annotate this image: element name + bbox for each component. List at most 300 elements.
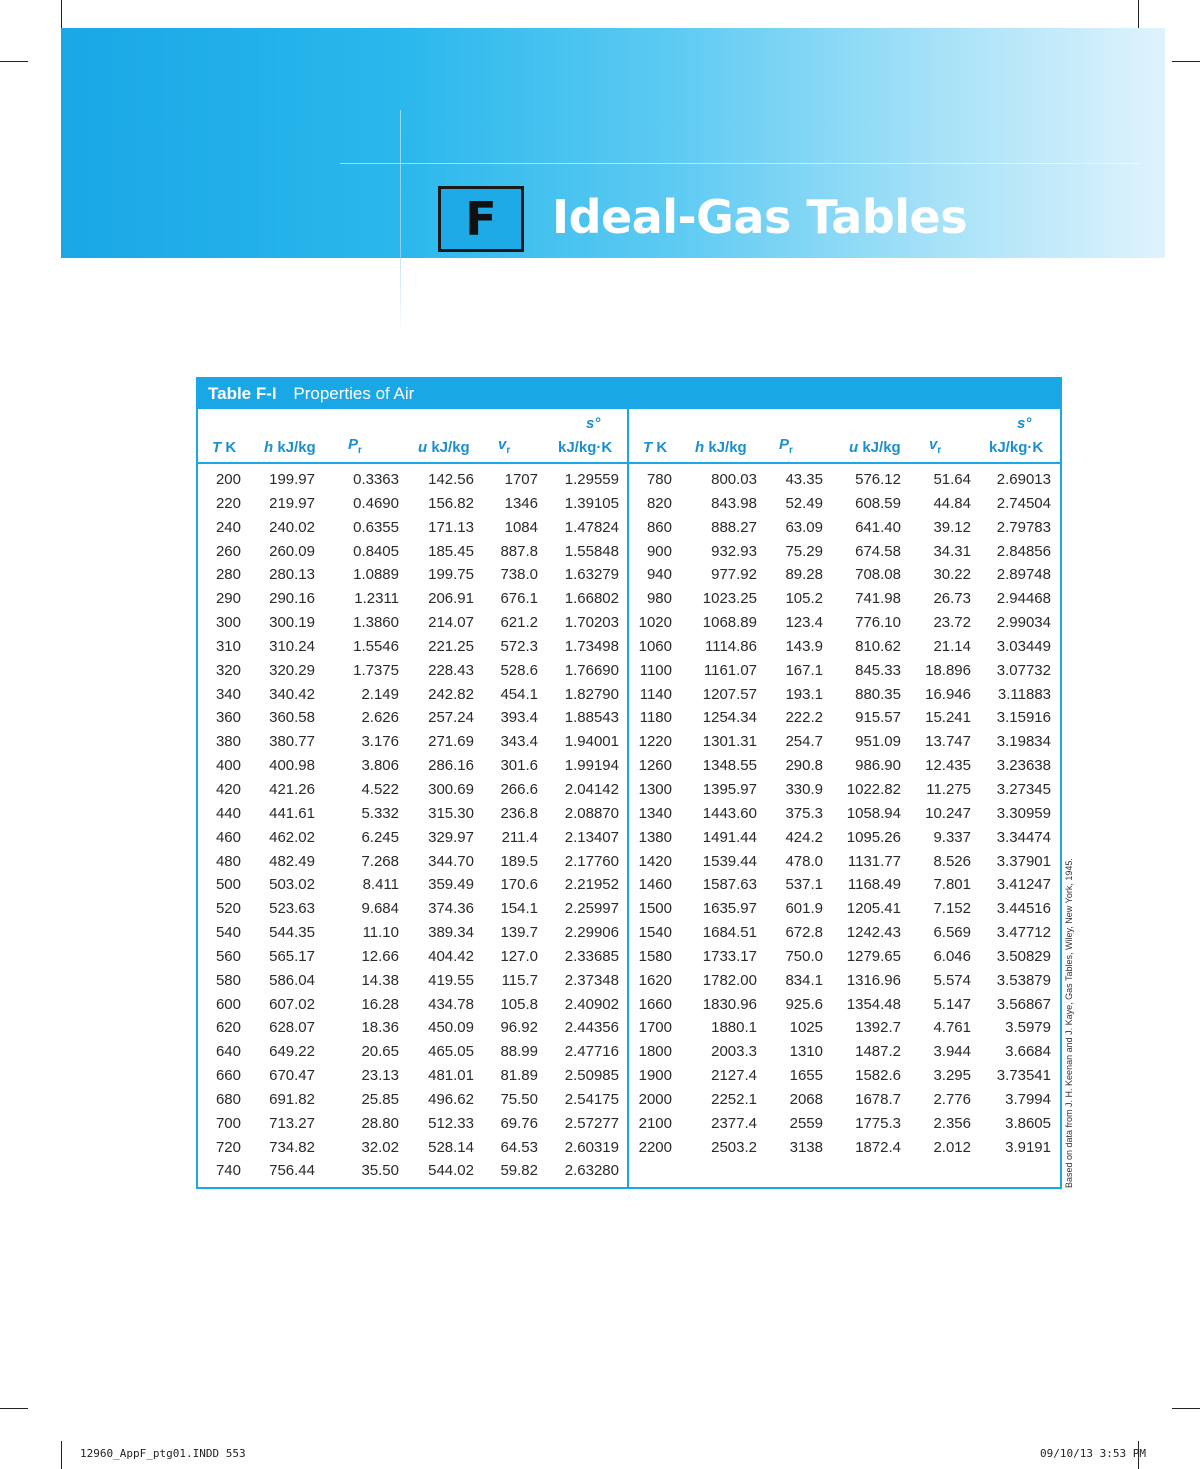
cell-entropy: 2.57277 [564,1114,619,1132]
cell-temperature: 360 [215,709,241,727]
cell-relative-volume: 39.12 [933,518,971,536]
cell-enthalpy: 240.02 [269,518,315,536]
table-row [198,971,1060,995]
header-temperature: T K [212,439,237,456]
cell-relative-pressure: 8.411 [362,876,399,894]
table-row [198,780,1060,804]
cell-internal-energy: 1242.43 [846,924,901,942]
cell-enthalpy: 482.49 [269,852,315,870]
table-row [198,947,1060,971]
cell-entropy: 1.39105 [564,494,619,512]
cell-internal-energy: 880.35 [855,685,901,703]
cell-internal-energy: 257.24 [428,709,474,727]
cell-internal-energy: 389.34 [428,924,474,942]
table-row [198,804,1060,828]
cell-entropy: 3.37901 [996,852,1051,870]
cell-enthalpy: 1830.96 [702,995,757,1013]
cell-relative-volume: 266.6 [500,780,538,798]
cell-temperature: 1220 [638,733,672,751]
table-number: Table F-I [208,384,277,403]
cell-relative-volume: 11.275 [926,780,971,798]
cell-relative-pressure: 330.9 [785,780,823,798]
cell-internal-energy: 185.45 [428,542,474,560]
cell-temperature: 1180 [639,709,672,727]
cell-relative-volume: 189.5 [500,852,538,870]
cell-relative-pressure: 9.684 [361,900,399,918]
cell-enthalpy: 290.16 [269,590,315,608]
cell-enthalpy: 280.13 [269,566,315,584]
cell-entropy: 2.04142 [564,780,619,798]
cell-relative-pressure: 4.522 [361,780,399,798]
appendix-letter-box [438,186,524,252]
cell-temperature: 1500 [638,900,672,918]
cell-temperature: 2200 [638,1138,672,1156]
cell-relative-volume: 34.31 [933,542,971,560]
cell-internal-energy: 1354.48 [846,995,901,1013]
cell-entropy: 1.73498 [564,637,619,655]
cell-relative-pressure: 35.50 [361,1162,399,1180]
cell-internal-energy: 1058.94 [846,804,901,822]
cell-enthalpy: 1161.07 [703,661,757,679]
cell-relative-volume: 15.241 [925,709,971,727]
cell-entropy: 2.79783 [996,518,1051,536]
cell-internal-energy: 171.13 [428,518,474,536]
cell-internal-energy: 221.25 [428,637,474,655]
cell-entropy: 2.99034 [996,614,1051,632]
cell-entropy: 3.73541 [996,1067,1051,1085]
cell-internal-energy: 951.09 [855,733,901,751]
header-entropy-symbol: s° [586,415,601,432]
cell-entropy: 1.55848 [564,542,619,560]
cell-temperature: 1660 [638,995,672,1013]
cell-temperature: 1300 [638,780,672,798]
cell-relative-pressure: 16.28 [361,995,399,1013]
cell-internal-energy: 544.02 [428,1162,474,1180]
header-entropy: kJ/kg·K [989,439,1044,456]
cell-internal-energy: 434.78 [428,995,474,1013]
cell-entropy: 2.63280 [564,1162,619,1180]
cell-entropy: 2.74504 [996,494,1051,512]
cell-relative-pressure: 143.9 [785,637,823,655]
cell-relative-pressure: 89.28 [785,566,823,584]
cell-relative-volume: 1084 [504,518,538,536]
cell-relative-volume: 170.6 [500,876,538,894]
cell-entropy: 3.44516 [996,900,1051,918]
cell-enthalpy: 565.17 [269,947,315,965]
cell-temperature: 1540 [638,924,672,942]
cell-relative-pressure: 105.2 [785,590,823,608]
caption-rule [198,407,1060,409]
table-row [198,756,1060,780]
cell-temperature: 860 [646,518,672,536]
crop-mark [61,1441,62,1469]
cell-internal-energy: 359.49 [428,876,474,894]
cell-internal-energy: 465.05 [428,1043,474,1061]
cell-temperature: 580 [215,971,241,989]
cell-relative-volume: 6.569 [933,924,971,942]
cell-entropy: 1.94001 [564,733,619,751]
crop-mark [0,1408,28,1409]
cell-relative-pressure: 1.0889 [353,566,399,584]
cell-entropy: 3.15916 [996,709,1051,727]
header-entropy-symbol: s° [1017,415,1032,432]
cell-internal-energy: 986.90 [855,757,901,775]
cell-temperature: 500 [215,876,241,894]
header-relative-pressure: $P_r$ [779,436,793,456]
cell-relative-volume: 127.0 [500,947,538,965]
cell-temperature: 320 [215,661,241,679]
cell-entropy: 2.17760 [564,852,619,870]
cell-relative-pressure: 3.176 [361,733,399,751]
cell-relative-volume: 23.72 [933,614,971,632]
cell-relative-volume: 343.4 [500,733,538,751]
cell-internal-energy: 1678.7 [855,1090,901,1108]
cell-relative-volume: 2.776 [933,1090,971,1108]
banner-rule-vertical [400,110,401,335]
cell-temperature: 820 [646,494,672,512]
cell-temperature: 300 [215,614,241,632]
cell-enthalpy: 1684.51 [702,924,757,942]
cell-relative-pressure: 2068 [789,1090,823,1108]
cell-enthalpy: 360.58 [269,709,315,727]
footer-file-info: 12960_AppF_ptg01.INDD 553 [80,1447,246,1460]
cell-enthalpy: 2377.4 [711,1114,757,1132]
cell-internal-energy: 1392.7 [855,1019,901,1037]
cell-entropy: 2.94468 [996,590,1051,608]
cell-temperature: 640 [215,1043,241,1061]
cell-temperature: 460 [215,828,241,846]
cell-relative-pressure: 23.13 [361,1067,399,1085]
cell-temperature: 1340 [638,804,672,822]
cell-temperature: 1420 [638,852,672,870]
cell-internal-energy: 1131.77 [847,852,901,870]
cell-entropy: 2.44356 [564,1019,619,1037]
cell-temperature: 1380 [638,828,672,846]
cell-entropy: 3.34474 [996,828,1051,846]
cell-enthalpy: 523.63 [269,900,315,918]
cell-internal-energy: 481.01 [428,1067,474,1085]
cell-temperature: 1140 [639,685,672,703]
cell-enthalpy: 260.09 [269,542,315,560]
cell-internal-energy: 576.12 [855,471,901,488]
cell-enthalpy: 1254.34 [702,709,757,727]
cell-internal-energy: 1205.41 [846,900,901,918]
cell-internal-energy: 528.14 [428,1138,474,1156]
cell-relative-pressure: 478.0 [785,852,823,870]
cell-relative-pressure: 834.1 [785,971,823,989]
cell-temperature: 1700 [638,1019,672,1037]
cell-relative-pressure: 20.65 [361,1043,399,1061]
cell-relative-pressure: 750.0 [785,947,823,965]
cell-enthalpy: 607.02 [269,995,315,1013]
cell-relative-pressure: 75.29 [785,542,823,560]
cell-relative-pressure: 672.8 [785,924,823,942]
cell-internal-energy: 344.70 [428,852,474,870]
cell-temperature: 200 [215,471,241,488]
table-row [198,1138,1060,1162]
cell-relative-volume: 1707 [504,471,538,488]
cell-relative-volume: 51.64 [933,471,971,488]
cell-internal-energy: 315.30 [428,804,474,822]
cell-relative-pressure: 18.36 [361,1019,399,1037]
cell-enthalpy: 888.27 [711,518,757,536]
cell-relative-volume: 2.012 [933,1138,971,1156]
cell-internal-energy: 1775.3 [855,1114,901,1132]
footer-timestamp: 09/10/13 3:53 PM [1040,1447,1146,1460]
cell-relative-pressure: 3.806 [361,757,399,775]
cell-enthalpy: 1880.1 [711,1019,757,1037]
cell-internal-energy: 206.91 [428,590,474,608]
cell-relative-pressure: 123.4 [785,614,823,632]
cell-enthalpy: 544.35 [269,924,315,942]
cell-relative-volume: 621.2 [500,614,538,632]
cell-relative-pressure: 1.5546 [353,637,399,655]
cell-relative-pressure: 0.4690 [353,494,399,512]
cell-relative-pressure: 25.85 [361,1090,399,1108]
cell-relative-pressure: 375.3 [785,804,823,822]
cell-relative-volume: 572.3 [500,637,538,655]
cell-enthalpy: 2127.4 [711,1067,757,1085]
cell-temperature: 720 [215,1138,241,1156]
cell-enthalpy: 1782.00 [702,971,757,989]
cell-enthalpy: 1443.60 [702,804,757,822]
cell-entropy: 1.76690 [564,661,619,679]
table-row [198,708,1060,732]
cell-enthalpy: 219.97 [269,494,315,512]
cell-relative-volume: 21.14 [933,637,971,655]
cell-temperature: 480 [215,852,241,870]
header-enthalpy: h kJ/kg [264,439,316,456]
cell-relative-volume: 9.337 [933,828,971,846]
table-row [198,852,1060,876]
cell-internal-energy: 214.07 [428,614,474,632]
cell-internal-energy: 1168.49 [847,876,901,894]
table-row [198,899,1060,923]
cell-enthalpy: 932.93 [711,542,757,560]
cell-temperature: 600 [215,995,241,1013]
cell-internal-energy: 404.42 [428,947,474,965]
crop-mark [1172,61,1200,62]
cell-internal-energy: 674.58 [855,542,901,560]
cell-relative-volume: 30.22 [933,566,971,584]
cell-relative-pressure: 3138 [789,1138,823,1156]
cell-internal-energy: 286.16 [428,757,474,775]
table-row [198,1161,1060,1185]
cell-temperature: 1800 [638,1043,672,1061]
cell-relative-volume: 12.435 [925,757,971,775]
table-row [198,470,1060,494]
cell-temperature: 400 [215,757,241,775]
cell-relative-pressure: 167.1 [785,661,823,679]
cell-entropy: 1.63279 [564,566,619,584]
cell-temperature: 520 [215,900,241,918]
cell-entropy: 2.25997 [564,900,619,918]
cell-temperature: 980 [646,590,672,608]
cell-temperature: 1260 [638,757,672,775]
cell-relative-volume: 16.946 [925,685,971,703]
cell-internal-energy: 199.75 [428,566,474,584]
cell-enthalpy: 649.22 [269,1043,315,1061]
cell-relative-volume: 301.6 [500,757,538,775]
cell-entropy: 3.03449 [996,637,1051,655]
cell-relative-volume: 236.8 [500,804,538,822]
cell-temperature: 620 [215,1019,241,1037]
appendix-title: Ideal-Gas Tables [552,190,968,244]
cell-enthalpy: 199.97 [269,471,315,488]
cell-relative-pressure: 601.9 [785,900,823,918]
cell-temperature: 1620 [638,971,672,989]
cell-temperature: 420 [215,780,241,798]
cell-relative-pressure: 6.245 [361,828,399,846]
cell-relative-pressure: 1025 [789,1019,823,1037]
cell-temperature: 940 [646,566,672,584]
cell-internal-energy: 142.56 [428,471,474,488]
properties-table [196,377,1062,1189]
cell-relative-pressure: 7.268 [361,852,399,870]
cell-relative-pressure: 0.8405 [353,542,399,560]
cell-relative-pressure: 1655 [789,1067,823,1085]
cell-internal-energy: 1872.4 [855,1138,901,1156]
cell-internal-energy: 300.69 [428,780,474,798]
banner-rule [340,163,1140,164]
cell-relative-volume: 887.8 [500,542,538,560]
cell-temperature: 340 [215,685,241,703]
table-header-left [198,414,627,462]
cell-enthalpy: 310.24 [269,637,315,655]
cell-entropy: 2.13407 [564,828,619,846]
cell-relative-volume: 105.8 [500,995,538,1013]
cell-enthalpy: 1635.97 [702,900,757,918]
cell-enthalpy: 977.92 [711,566,757,584]
table-row [198,542,1060,566]
table-row [198,518,1060,542]
cell-entropy: 3.6684 [1005,1043,1051,1061]
cell-enthalpy: 1539.44 [702,852,757,870]
cell-enthalpy: 843.98 [711,494,757,512]
cell-temperature: 740 [215,1162,241,1180]
cell-relative-pressure: 28.80 [361,1114,399,1132]
cell-relative-pressure: 1310 [789,1043,823,1061]
cell-relative-volume: 2.356 [933,1114,971,1132]
cell-entropy: 3.41247 [996,876,1051,894]
crop-mark [61,0,62,28]
cell-relative-volume: 96.92 [500,1019,538,1037]
cell-enthalpy: 503.02 [269,876,315,894]
cell-internal-energy: 329.97 [428,828,474,846]
cell-relative-pressure: 290.8 [785,757,823,775]
cell-entropy: 1.47824 [564,518,619,536]
cell-relative-volume: 7.801 [933,876,971,894]
cell-entropy: 3.7994 [1005,1090,1051,1108]
cell-internal-energy: 1316.96 [846,971,901,989]
cell-internal-energy: 608.59 [855,494,901,512]
cell-temperature: 290 [215,590,241,608]
cell-relative-pressure: 424.2 [785,828,823,846]
cell-relative-pressure: 63.09 [785,518,823,536]
cell-relative-volume: 10.247 [925,804,971,822]
cell-relative-pressure: 1.7375 [353,661,399,679]
cell-relative-volume: 13.747 [925,733,971,751]
cell-relative-volume: 5.574 [933,971,971,989]
cell-internal-energy: 1022.82 [846,780,901,798]
cell-internal-energy: 242.82 [428,685,474,703]
table-title: Properties of Air [293,384,415,403]
cell-internal-energy: 641.40 [855,518,901,536]
cell-entropy: 1.82790 [564,685,619,703]
table-body [198,470,1060,1185]
cell-internal-energy: 776.10 [855,614,901,632]
cell-entropy: 3.8605 [1005,1114,1051,1132]
header-temperature: T K [643,439,668,456]
cell-entropy: 2.54175 [564,1090,619,1108]
cell-entropy: 3.47712 [996,924,1051,942]
table-row [198,613,1060,637]
table-row [198,732,1060,756]
cell-enthalpy: 734.82 [269,1138,315,1156]
table-row [198,1066,1060,1090]
cell-internal-energy: 228.43 [428,661,474,679]
cell-enthalpy: 2252.1 [711,1090,757,1108]
cell-enthalpy: 1587.63 [702,876,757,894]
crop-mark [1138,0,1139,28]
cell-relative-pressure: 537.1 [785,876,823,894]
table-row [198,637,1060,661]
cell-entropy: 1.66802 [564,590,619,608]
cell-temperature: 280 [215,566,241,584]
cell-relative-pressure: 5.332 [361,804,399,822]
cell-enthalpy: 1068.89 [702,614,757,632]
cell-temperature: 220 [215,494,241,512]
header-relative-volume: $v_r$ [929,436,942,456]
cell-relative-pressure: 254.7 [785,733,823,751]
cell-entropy: 2.50985 [564,1067,619,1085]
cell-internal-energy: 1487.2 [855,1043,901,1061]
cell-entropy: 2.08870 [564,804,619,822]
cell-enthalpy: 462.02 [269,828,315,846]
cell-relative-volume: 18.896 [925,661,971,679]
cell-enthalpy: 320.29 [269,661,315,679]
cell-entropy: 2.47716 [564,1043,619,1061]
cell-entropy: 1.88543 [564,709,619,727]
cell-internal-energy: 741.98 [855,590,901,608]
table-row [198,1042,1060,1066]
cell-relative-pressure: 193.1 [785,685,823,703]
cell-relative-pressure: 1.3860 [353,614,399,632]
cell-entropy: 2.89748 [996,566,1051,584]
cell-temperature: 540 [215,924,241,942]
cell-relative-pressure: 11.10 [362,924,399,942]
cell-relative-volume: 69.76 [500,1114,538,1132]
cell-temperature: 900 [646,542,672,560]
cell-temperature: 240 [215,518,241,536]
cell-temperature: 1460 [638,876,672,894]
source-note: Based on data from J. H. Keenan and J. Kaye, Gas Tables, Wiley, New York, 1945. [1064,858,1074,1188]
cell-enthalpy: 756.44 [269,1162,315,1180]
cell-enthalpy: 2503.2 [711,1138,757,1156]
header-internal-energy: u kJ/kg [849,439,901,456]
crop-mark [0,61,28,62]
cell-relative-volume: 7.152 [933,900,971,918]
cell-enthalpy: 1207.57 [702,685,757,703]
cell-relative-volume: 3.944 [933,1043,971,1061]
cell-internal-energy: 512.33 [428,1114,474,1132]
header-enthalpy: h kJ/kg [695,439,747,456]
cell-relative-volume: 75.50 [500,1090,538,1108]
cell-entropy: 3.9191 [1005,1138,1051,1156]
cell-internal-energy: 1095.26 [846,828,901,846]
cell-temperature: 1100 [639,661,672,679]
cell-relative-volume: 211.4 [501,828,538,846]
